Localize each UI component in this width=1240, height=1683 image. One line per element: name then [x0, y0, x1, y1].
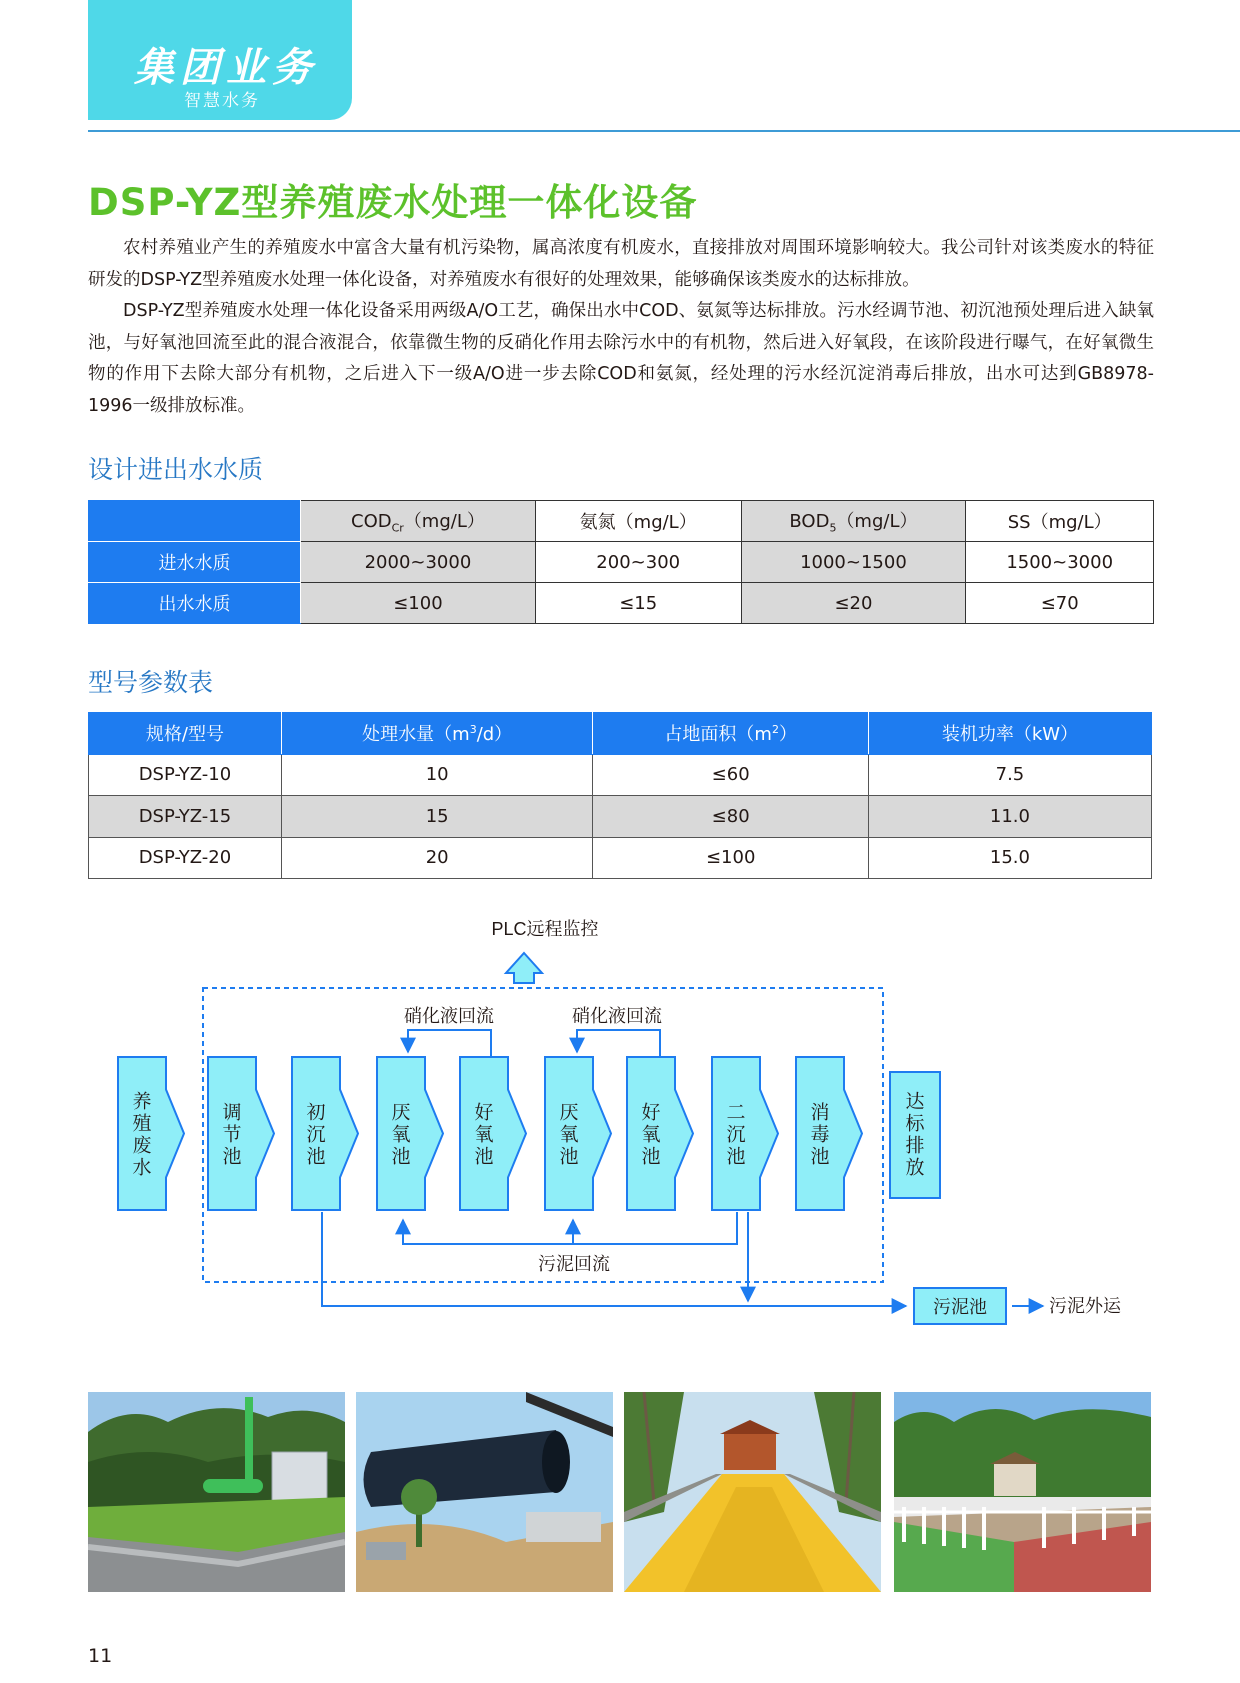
col-header-cod: [301, 501, 536, 542]
sludge-return-line-1: [403, 1212, 737, 1244]
table-cell: ≤100: [301, 583, 536, 624]
process-step-label: 好氧池: [474, 1101, 494, 1168]
cod-unit: （mg/L）: [403, 511, 485, 533]
table-cell: ≤20: [741, 583, 966, 624]
table-cell: 10: [281, 754, 593, 796]
table-cell: 20: [281, 837, 593, 879]
table-header-row: [89, 501, 1154, 542]
process-steps: [118, 1057, 940, 1210]
site-photo-4-image: [894, 1392, 1151, 1592]
process-step-label: 厌氧池: [559, 1101, 579, 1168]
table-cell: 15: [281, 796, 593, 838]
site-photo-3: [624, 1392, 881, 1592]
cod-label: COD: [351, 511, 392, 533]
cod-subscript: Cr: [391, 521, 404, 535]
section-subtitle: 智慧水务: [184, 91, 260, 111]
table-row: [89, 837, 1152, 879]
nitrate-return-line-2: [577, 1030, 660, 1057]
process-step-label: 初沉池: [306, 1101, 326, 1168]
site-photo-4: [894, 1392, 1151, 1592]
water-quality-table: [88, 500, 1154, 624]
site-photo-2: [356, 1392, 613, 1592]
col-header-ss: SS（mg/L）: [966, 501, 1154, 542]
bod-label: BOD: [789, 511, 830, 533]
col-header-bod: [741, 501, 966, 542]
table-cell: DSP-YZ-15: [89, 796, 282, 838]
process-step-label: 厌氧池: [391, 1101, 411, 1168]
sludge-to-tank-line: [322, 1212, 906, 1306]
page-number: 11: [88, 1645, 113, 1667]
site-photo-3-image: [624, 1392, 881, 1592]
section-title: 集团业务: [134, 44, 318, 91]
col-header-area: [593, 713, 868, 755]
process-step-label: 调节池: [222, 1101, 242, 1168]
table-row: [89, 796, 1152, 838]
col-header-model: 规格/型号: [89, 713, 282, 755]
table-cell: DSP-YZ-10: [89, 754, 282, 796]
area-superscript: 2: [771, 723, 779, 737]
table-cell: 7.5: [868, 754, 1151, 796]
plc-label: PLC远程监控: [491, 919, 599, 939]
header-rule: [88, 130, 1240, 132]
nitrate-return-label-2: 硝化液回流: [572, 1006, 662, 1026]
site-photo-2-image: [356, 1392, 613, 1592]
process-step-label: 消毒池: [810, 1101, 830, 1168]
bod-unit: （mg/L）: [836, 511, 918, 533]
area-label: 占地面积（m: [664, 724, 772, 746]
sludge-tank-label: 污泥池: [933, 1297, 987, 1317]
table-header-row: [89, 713, 1152, 755]
quality-section-title: 设计进出水水质: [88, 455, 264, 484]
table-cell: 1000~1500: [741, 542, 966, 583]
table-cell: 11.0: [868, 796, 1151, 838]
intro-paragraph-1: 农村养殖业产生的养殖废水中富含大量有机污染物，属高浓度有机废水，直接排放对周围环境影响较大。我公司针对该类废水的特征研发的DSP-YZ型养殖废水处理一体化设备，对养殖废水有很好的处理效果，能够确保该类废水的达标排放。: [88, 238, 1154, 290]
sludge-out-label: 污泥外运: [1049, 1296, 1121, 1316]
table-cell: ≤70: [966, 583, 1154, 624]
row-label: 进水水质: [89, 542, 301, 583]
intro-paragraph-2: DSP-YZ型养殖废水处理一体化设备采用两级A/O工艺，确保出水中COD、氨氮等达标排放。污水经调节池、初沉池预处理后进入缺氧池，与好氧池回流至此的混合液混合，依靠微生物的反硝化作用去除污水中的有机物，然后进入好氧段，在该阶段进行曝气，在好氧微生物的作用下去除大部分有机物，之后进入下一级A/O进一步去除COD和氨氮，经处理的污水经沉淀消毒后排放，出水可达到GB8978-1996一级排放标准。: [88, 301, 1154, 416]
sludge-return-label: 污泥回流: [538, 1254, 610, 1274]
process-step-label: 二沉池: [726, 1101, 746, 1168]
col-header-power: 装机功率（kW）: [868, 713, 1151, 755]
process-step-label: 养殖废水: [132, 1090, 152, 1179]
row-label: 出水水质: [89, 583, 301, 624]
table-cell: 200~300: [535, 542, 741, 583]
process-step-label: 好氧池: [641, 1101, 661, 1168]
flow-unit-end: /d）: [476, 724, 513, 746]
site-photo-1: [88, 1392, 345, 1592]
model-parameter-table: [88, 712, 1152, 879]
flow-label: 处理水量（m: [362, 724, 470, 746]
up-arrow-icon: [506, 953, 542, 983]
page-title: DSP-YZ型养殖废水处理一体化设备: [88, 181, 698, 224]
nitrate-return-line-1: [408, 1030, 491, 1057]
col-header-nh3: 氨氮（mg/L）: [535, 501, 741, 542]
table-cell: 2000~3000: [301, 542, 536, 583]
table-cell: DSP-YZ-20: [89, 837, 282, 879]
table-row: [89, 542, 1154, 583]
table-cell: ≤100: [593, 837, 868, 879]
nitrate-return-label-1: 硝化液回流: [404, 1006, 494, 1026]
table-cell: ≤60: [593, 754, 868, 796]
site-photo-1-image: [88, 1392, 345, 1592]
table-cell: ≤15: [535, 583, 741, 624]
area-unit-end: ）: [778, 724, 797, 746]
col-header-flow: [281, 713, 593, 755]
table-cell: 1500~3000: [966, 542, 1154, 583]
process-flow-diagram: [0, 905, 1240, 1335]
table-cell: ≤80: [593, 796, 868, 838]
table-row: [89, 754, 1152, 796]
process-step-label: 达标排放: [905, 1090, 925, 1179]
table-cell: 15.0: [868, 837, 1151, 879]
flow-superscript: 3: [469, 723, 477, 737]
table-corner-cell: [89, 501, 301, 542]
models-section-title: 型号参数表: [88, 668, 214, 697]
table-row: [89, 583, 1154, 624]
bod-subscript: 5: [829, 521, 837, 535]
section-tab: [88, 0, 352, 120]
